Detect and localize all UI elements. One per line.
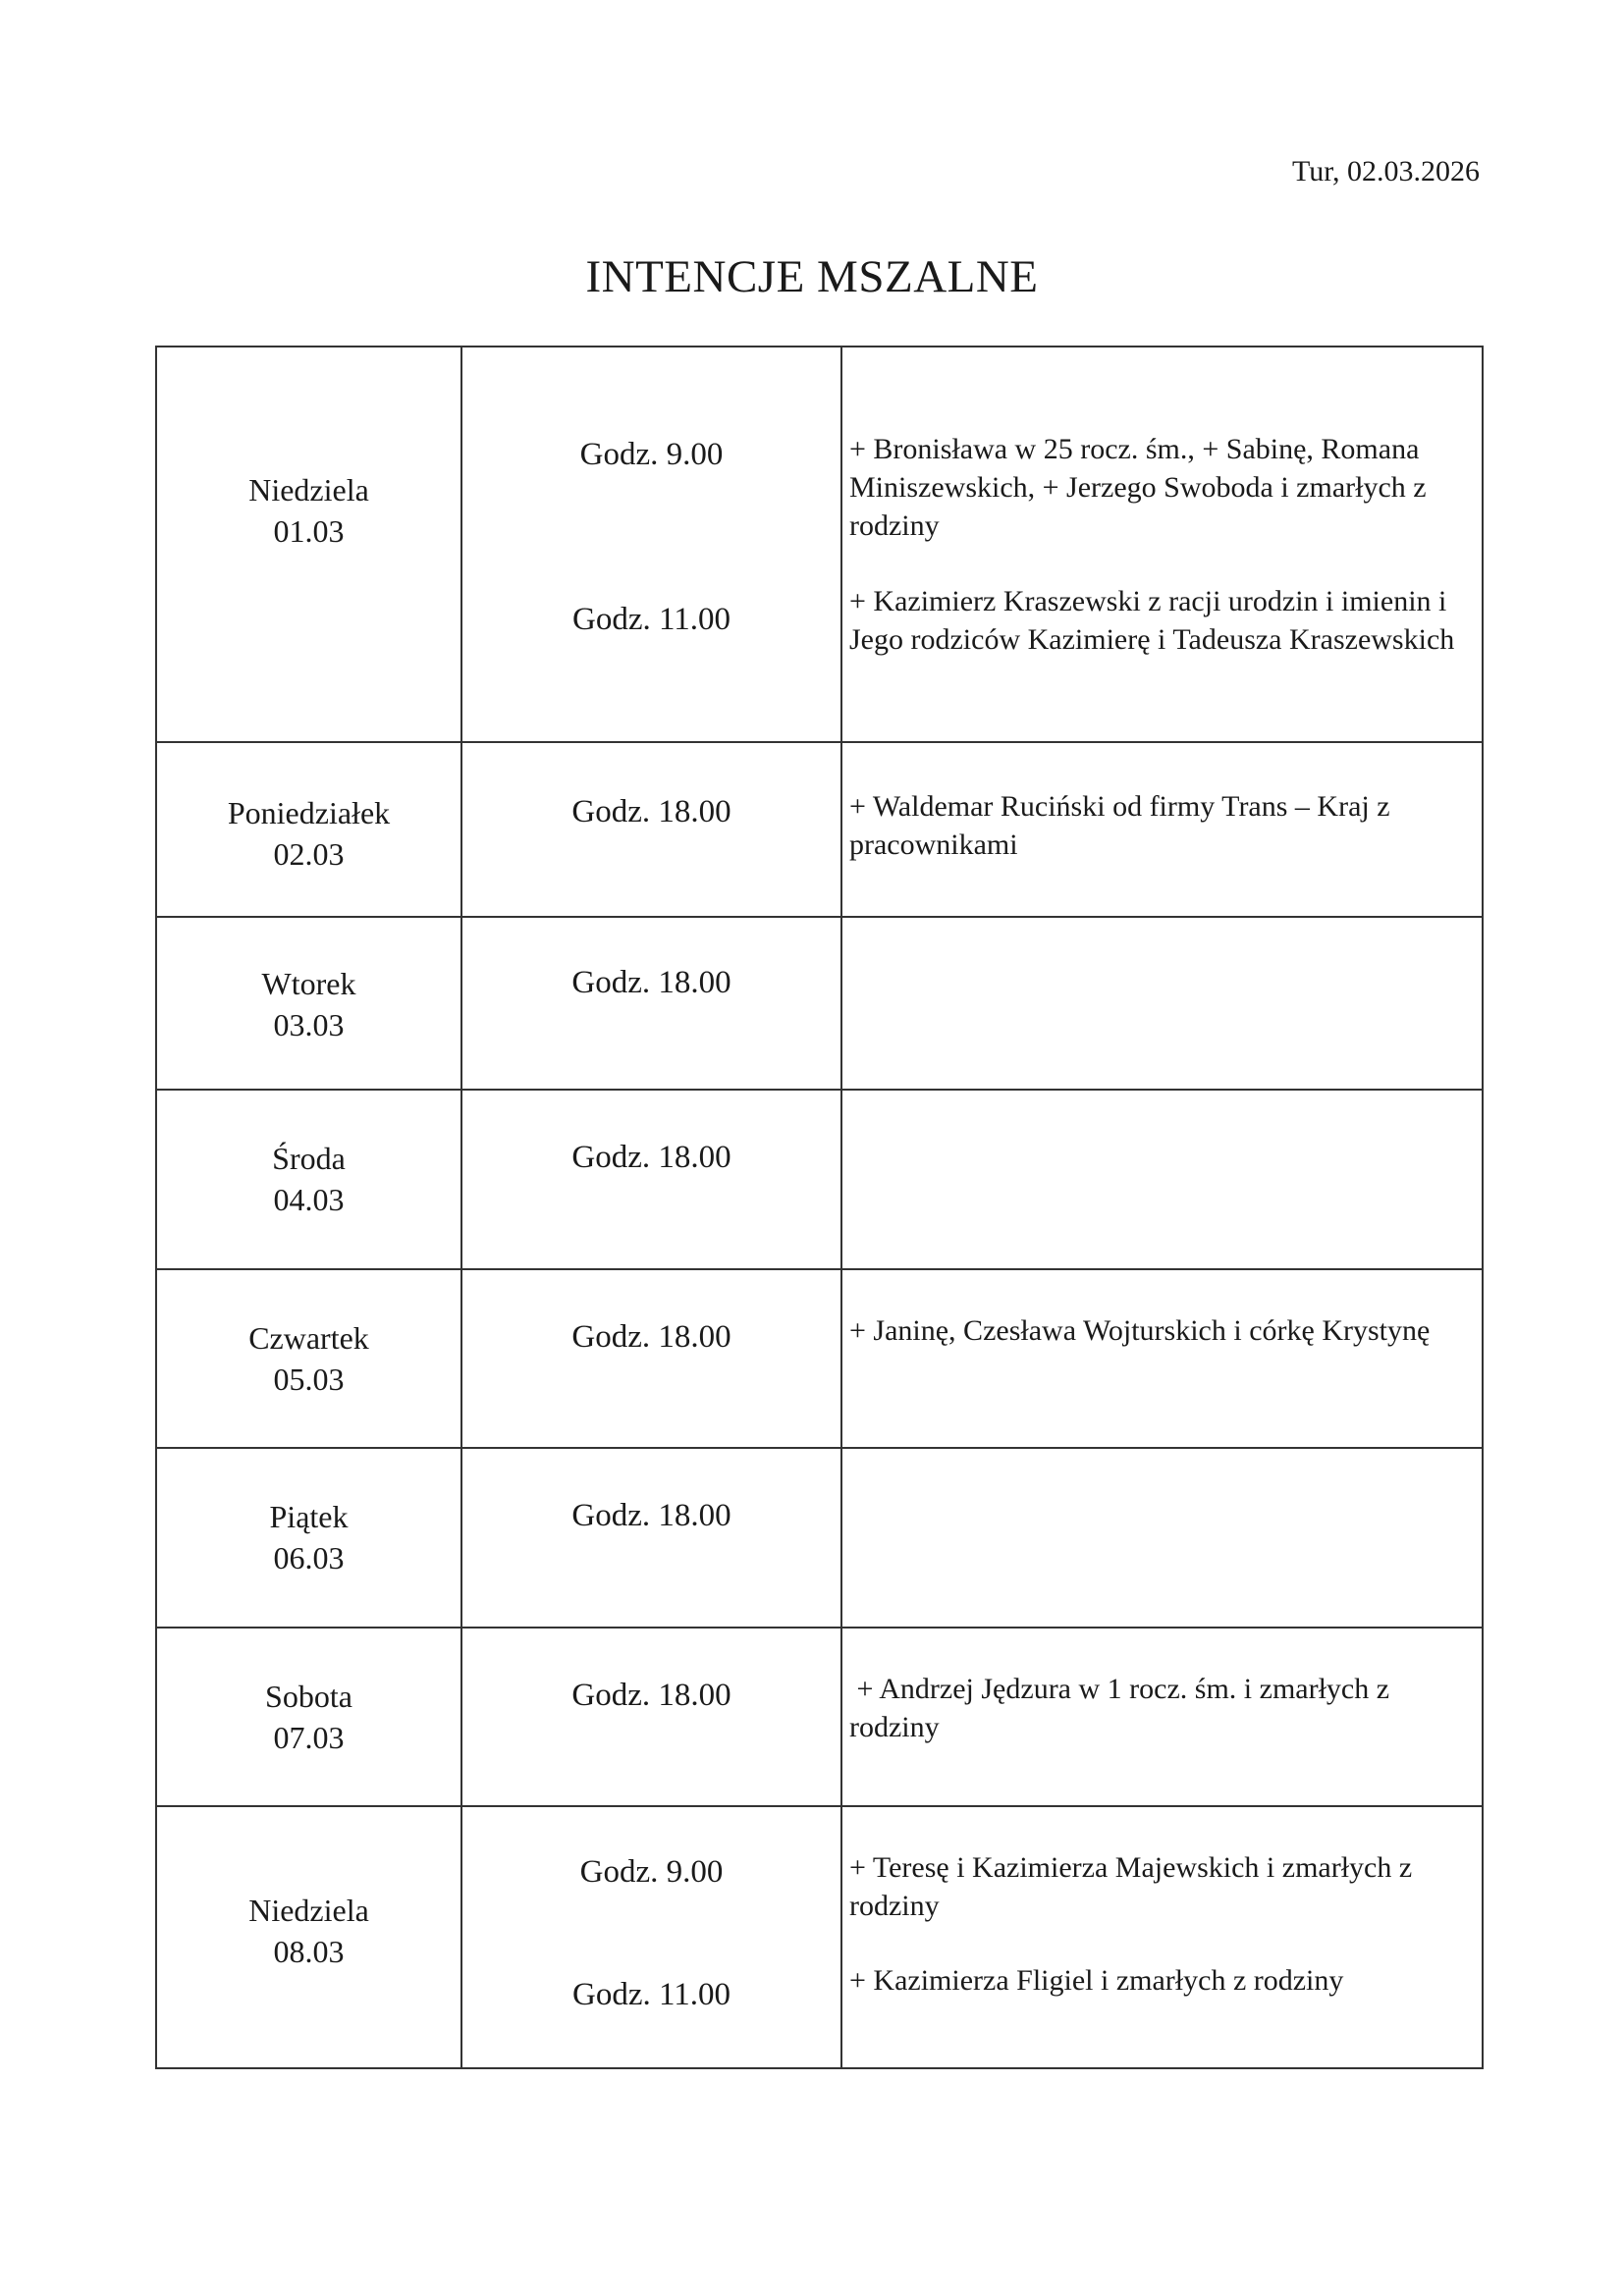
mass-intention: + Bronisława w 25 rocz. śm., + Sabinę, Romana Miniszewskich, + Jerzego Swoboda i zmarłych z rodziny xyxy=(849,433,1427,542)
day-date: 05.03 xyxy=(273,1362,345,1397)
mass-time: Godz. 11.00 xyxy=(571,1977,731,2012)
day-date: 03.03 xyxy=(273,1007,345,1042)
day-cell xyxy=(156,917,461,1090)
day-date: 01.03 xyxy=(273,513,345,549)
time-cell xyxy=(461,917,841,1090)
day-date: 02.03 xyxy=(273,836,345,872)
day-cell xyxy=(156,347,461,742)
day-name: Czwartek xyxy=(248,1320,369,1356)
time-cell xyxy=(461,1269,841,1448)
day-date: 06.03 xyxy=(273,1540,345,1575)
day-date: 07.03 xyxy=(273,1720,345,1755)
intention-cell xyxy=(841,1269,1483,1448)
table-row xyxy=(156,1806,1483,2068)
intention-cell xyxy=(841,742,1483,917)
intention-cell xyxy=(841,1806,1483,2068)
mass-time: Godz. 18.00 xyxy=(571,794,731,829)
table-row xyxy=(156,742,1483,917)
day-cell xyxy=(156,1806,461,2068)
day-cell xyxy=(156,1628,461,1806)
day-cell xyxy=(156,1090,461,1269)
day-name: Niedziela xyxy=(248,472,369,507)
intention-cell xyxy=(841,1090,1483,1269)
day-cell xyxy=(156,742,461,917)
table-row xyxy=(156,347,1483,742)
day-name: Wtorek xyxy=(261,966,356,1001)
time-cell xyxy=(461,742,841,917)
mass-intention: + Janinę, Czesława Wojturskich i córkę Krystynę xyxy=(849,1314,1431,1347)
intention-cell xyxy=(841,1448,1483,1628)
mass-time: Godz. 18.00 xyxy=(571,1678,731,1713)
mass-time: Godz. 11.00 xyxy=(571,602,731,637)
mass-intentions-table xyxy=(155,346,1484,2069)
mass-intention: + Teresę i Kazimierza Majewskich i zmarłych z rodziny xyxy=(849,1851,1413,1922)
day-name: Niedziela xyxy=(248,1893,369,1928)
page-title: INTENCJE MSZALNE xyxy=(585,251,1039,302)
mass-time: Godz. 18.00 xyxy=(571,1498,731,1533)
intention-cell xyxy=(841,917,1483,1090)
day-name: Środa xyxy=(272,1141,346,1176)
mass-time: Godz. 18.00 xyxy=(571,1140,731,1175)
mass-intention: + Kazimierza Fligiel i zmarłych z rodziny xyxy=(849,1964,1344,1997)
table-row xyxy=(156,1090,1483,1269)
time-cell xyxy=(461,1448,841,1628)
day-date: 08.03 xyxy=(273,1934,345,1969)
mass-intention: + Kazimierz Kraszewski z racji urodzin i imienin i Jego rodziców Kazimierę i Tadeusza Kraszewskich xyxy=(849,585,1455,656)
table-row xyxy=(156,1448,1483,1628)
day-name: Sobota xyxy=(265,1679,352,1714)
mass-time: Godz. 18.00 xyxy=(571,965,731,1000)
mass-time: Godz. 18.00 xyxy=(571,1319,731,1355)
table-row xyxy=(156,1269,1483,1448)
day-cell xyxy=(156,1448,461,1628)
intention-cell xyxy=(841,1628,1483,1806)
day-name: Poniedziałek xyxy=(227,795,391,830)
time-cell xyxy=(461,1806,841,2068)
intention-cell xyxy=(841,347,1483,742)
table-row xyxy=(156,1628,1483,1806)
mass-intention: + Waldemar Ruciński od firmy Trans – Kraj z pracownikami xyxy=(849,790,1390,861)
day-date: 04.03 xyxy=(273,1182,345,1217)
mass-time: Godz. 9.00 xyxy=(579,437,724,472)
time-cell xyxy=(461,1090,841,1269)
time-cell xyxy=(461,1628,841,1806)
mass-intention: + Andrzej Jędzura w 1 rocz. śm. i zmarłych z rodziny xyxy=(849,1673,1397,1743)
day-cell xyxy=(156,1269,461,1448)
table-row xyxy=(156,917,1483,1090)
place-date: Tur, 02.03.2026 xyxy=(1291,155,1480,187)
day-name: Piątek xyxy=(269,1499,349,1534)
mass-time: Godz. 9.00 xyxy=(579,1854,724,1890)
time-cell xyxy=(461,347,841,742)
